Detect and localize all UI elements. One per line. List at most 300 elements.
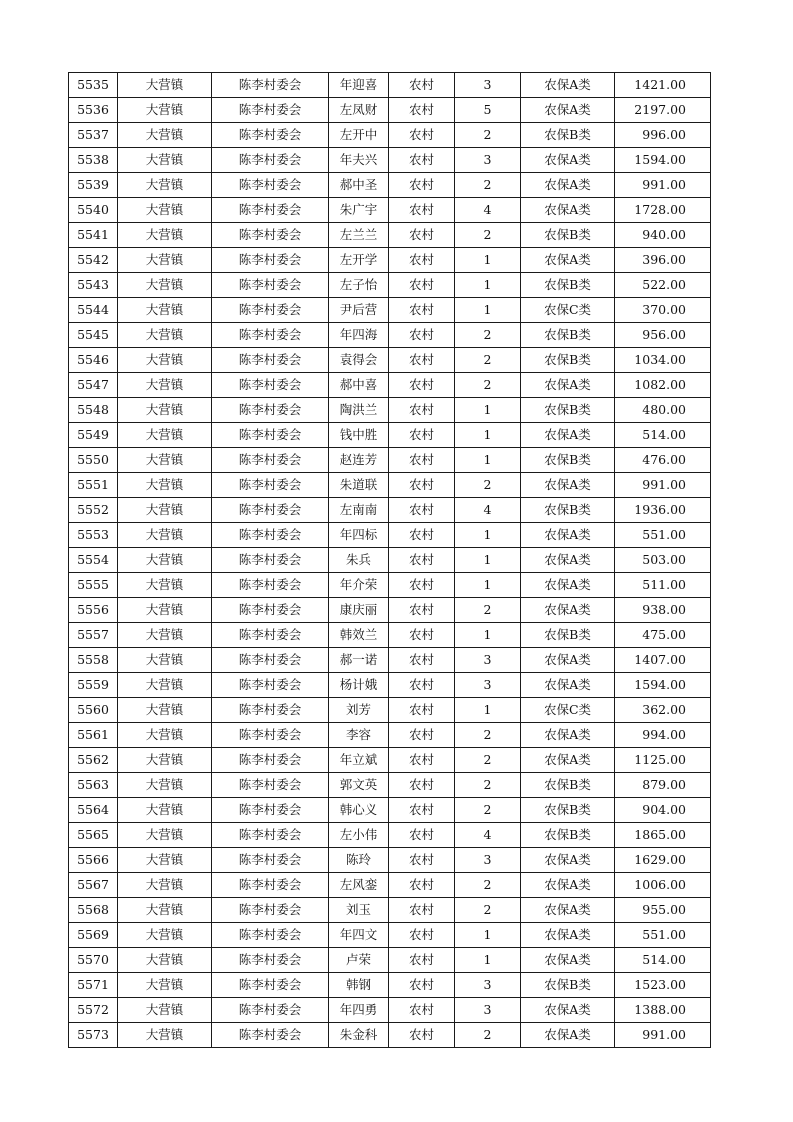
cell-serial-number: 5546 [69,348,118,373]
cell-serial-number: 5560 [69,698,118,723]
cell-insurance-category: 农保B类 [521,823,615,848]
cell-town: 大营镇 [118,723,212,748]
cell-household-count: 2 [455,798,521,823]
cell-insurance-category: 农保A类 [521,173,615,198]
cell-household-count: 3 [455,648,521,673]
cell-household-count: 1 [455,698,521,723]
cell-town: 大营镇 [118,173,212,198]
cell-household-count: 1 [455,948,521,973]
table-row [69,973,711,998]
cell-household-count: 2 [455,223,521,248]
cell-amount: 503.00 [615,548,711,573]
cell-person-name: 康庆丽 [329,598,389,623]
cell-area-type: 农村 [389,648,455,673]
cell-household-count: 1 [455,548,521,573]
cell-amount: 904.00 [615,798,711,823]
cell-town: 大营镇 [118,1023,212,1048]
cell-village-committee: 陈李村委会 [212,123,329,148]
cell-village-committee: 陈李村委会 [212,223,329,248]
cell-insurance-category: 农保A类 [521,898,615,923]
table-row [69,573,711,598]
cell-household-count: 2 [455,1023,521,1048]
cell-village-committee: 陈李村委会 [212,973,329,998]
cell-insurance-category: 农保A类 [521,198,615,223]
cell-insurance-category: 农保B类 [521,623,615,648]
cell-household-count: 4 [455,198,521,223]
cell-person-name: 左凤财 [329,98,389,123]
cell-person-name: 朱兵 [329,548,389,573]
cell-village-committee: 陈李村委会 [212,398,329,423]
cell-serial-number: 5549 [69,423,118,448]
cell-town: 大营镇 [118,373,212,398]
cell-amount: 1865.00 [615,823,711,848]
cell-area-type: 农村 [389,348,455,373]
cell-insurance-category: 农保A类 [521,98,615,123]
cell-person-name: 年夫兴 [329,148,389,173]
table-row [69,1023,711,1048]
cell-serial-number: 5544 [69,298,118,323]
cell-amount: 994.00 [615,723,711,748]
cell-village-committee: 陈李村委会 [212,698,329,723]
cell-serial-number: 5554 [69,548,118,573]
cell-insurance-category: 农保C类 [521,698,615,723]
cell-amount: 1629.00 [615,848,711,873]
cell-household-count: 1 [455,623,521,648]
cell-serial-number: 5547 [69,373,118,398]
cell-insurance-category: 农保A类 [521,423,615,448]
table-row [69,823,711,848]
cell-amount: 1421.00 [615,73,711,98]
cell-serial-number: 5548 [69,398,118,423]
cell-household-count: 2 [455,173,521,198]
table-row [69,373,711,398]
cell-area-type: 农村 [389,673,455,698]
table-row [69,398,711,423]
table-row [69,773,711,798]
records-table [68,72,711,1048]
cell-amount: 996.00 [615,123,711,148]
cell-amount: 938.00 [615,598,711,623]
table-row [69,248,711,273]
cell-area-type: 农村 [389,423,455,448]
table-row [69,273,711,298]
cell-person-name: 卢荣 [329,948,389,973]
table-row [69,548,711,573]
cell-town: 大营镇 [118,848,212,873]
cell-serial-number: 5561 [69,723,118,748]
cell-serial-number: 5566 [69,848,118,873]
cell-person-name: 左子怡 [329,273,389,298]
cell-serial-number: 5551 [69,473,118,498]
cell-serial-number: 5556 [69,598,118,623]
cell-amount: 511.00 [615,573,711,598]
cell-area-type: 农村 [389,273,455,298]
cell-amount: 991.00 [615,473,711,498]
cell-area-type: 农村 [389,248,455,273]
cell-person-name: 左开学 [329,248,389,273]
cell-person-name: 尹后营 [329,298,389,323]
cell-area-type: 农村 [389,823,455,848]
cell-town: 大营镇 [118,273,212,298]
cell-insurance-category: 农保A类 [521,948,615,973]
cell-area-type: 农村 [389,298,455,323]
cell-person-name: 左小伟 [329,823,389,848]
cell-area-type: 农村 [389,223,455,248]
cell-village-committee: 陈李村委会 [212,148,329,173]
cell-insurance-category: 农保A类 [521,723,615,748]
cell-area-type: 农村 [389,448,455,473]
cell-area-type: 农村 [389,523,455,548]
cell-area-type: 农村 [389,198,455,223]
table-row [69,898,711,923]
cell-person-name: 年四标 [329,523,389,548]
cell-town: 大营镇 [118,898,212,923]
cell-amount: 1034.00 [615,348,711,373]
cell-village-committee: 陈李村委会 [212,198,329,223]
cell-amount: 1728.00 [615,198,711,223]
cell-town: 大营镇 [118,448,212,473]
cell-town: 大营镇 [118,523,212,548]
cell-person-name: 左南南 [329,498,389,523]
table-row [69,598,711,623]
cell-amount: 1936.00 [615,498,711,523]
cell-amount: 396.00 [615,248,711,273]
table-row [69,123,711,148]
cell-household-count: 3 [455,73,521,98]
cell-town: 大营镇 [118,873,212,898]
cell-person-name: 钱中胜 [329,423,389,448]
cell-serial-number: 5555 [69,573,118,598]
cell-town: 大营镇 [118,923,212,948]
cell-household-count: 2 [455,873,521,898]
cell-area-type: 农村 [389,873,455,898]
cell-insurance-category: 农保A类 [521,548,615,573]
cell-area-type: 农村 [389,623,455,648]
cell-insurance-category: 农保B类 [521,398,615,423]
cell-town: 大营镇 [118,773,212,798]
cell-household-count: 1 [455,248,521,273]
cell-village-committee: 陈李村委会 [212,648,329,673]
cell-amount: 1407.00 [615,648,711,673]
cell-village-committee: 陈李村委会 [212,73,329,98]
cell-town: 大营镇 [118,998,212,1023]
cell-village-committee: 陈李村委会 [212,348,329,373]
cell-area-type: 农村 [389,848,455,873]
cell-insurance-category: 农保B类 [521,798,615,823]
cell-village-committee: 陈李村委会 [212,598,329,623]
cell-person-name: 刘玉 [329,898,389,923]
cell-area-type: 农村 [389,173,455,198]
cell-amount: 480.00 [615,398,711,423]
cell-village-committee: 陈李村委会 [212,323,329,348]
cell-household-count: 2 [455,373,521,398]
cell-area-type: 农村 [389,573,455,598]
cell-serial-number: 5540 [69,198,118,223]
table-row [69,698,711,723]
cell-insurance-category: 农保A类 [521,673,615,698]
cell-household-count: 1 [455,523,521,548]
cell-village-committee: 陈李村委会 [212,798,329,823]
table-row [69,848,711,873]
cell-serial-number: 5573 [69,1023,118,1048]
cell-household-count: 3 [455,998,521,1023]
cell-insurance-category: 农保A类 [521,523,615,548]
cell-town: 大营镇 [118,598,212,623]
cell-insurance-category: 农保A类 [521,248,615,273]
cell-town: 大营镇 [118,973,212,998]
cell-town: 大营镇 [118,223,212,248]
table-row [69,723,711,748]
cell-insurance-category: 农保B类 [521,498,615,523]
cell-area-type: 农村 [389,923,455,948]
cell-serial-number: 5542 [69,248,118,273]
cell-amount: 1125.00 [615,748,711,773]
cell-insurance-category: 农保A类 [521,748,615,773]
cell-person-name: 朱道联 [329,473,389,498]
cell-person-name: 郭文英 [329,773,389,798]
cell-village-committee: 陈李村委会 [212,898,329,923]
cell-town: 大营镇 [118,823,212,848]
cell-village-committee: 陈李村委会 [212,298,329,323]
cell-village-committee: 陈李村委会 [212,548,329,573]
cell-town: 大营镇 [118,573,212,598]
cell-person-name: 郝一诺 [329,648,389,673]
cell-town: 大营镇 [118,473,212,498]
cell-insurance-category: 农保A类 [521,848,615,873]
table-body [69,73,711,1048]
cell-area-type: 农村 [389,73,455,98]
cell-area-type: 农村 [389,1023,455,1048]
cell-village-committee: 陈李村委会 [212,998,329,1023]
cell-town: 大营镇 [118,298,212,323]
cell-person-name: 杨计娥 [329,673,389,698]
cell-insurance-category: 农保B类 [521,273,615,298]
cell-amount: 991.00 [615,173,711,198]
cell-insurance-category: 农保B类 [521,973,615,998]
cell-town: 大营镇 [118,123,212,148]
cell-serial-number: 5552 [69,498,118,523]
cell-village-committee: 陈李村委会 [212,273,329,298]
cell-village-committee: 陈李村委会 [212,473,329,498]
cell-amount: 522.00 [615,273,711,298]
cell-area-type: 农村 [389,498,455,523]
cell-village-committee: 陈李村委会 [212,848,329,873]
cell-serial-number: 5543 [69,273,118,298]
cell-insurance-category: 农保C类 [521,298,615,323]
cell-village-committee: 陈李村委会 [212,573,329,598]
cell-area-type: 农村 [389,998,455,1023]
cell-insurance-category: 农保A类 [521,648,615,673]
cell-serial-number: 5558 [69,648,118,673]
cell-village-committee: 陈李村委会 [212,723,329,748]
cell-area-type: 农村 [389,473,455,498]
cell-serial-number: 5562 [69,748,118,773]
cell-serial-number: 5539 [69,173,118,198]
table-row [69,798,711,823]
cell-village-committee: 陈李村委会 [212,523,329,548]
cell-insurance-category: 农保B类 [521,348,615,373]
cell-area-type: 农村 [389,548,455,573]
cell-insurance-category: 农保A类 [521,998,615,1023]
cell-insurance-category: 农保A类 [521,373,615,398]
cell-insurance-category: 农保A类 [521,1023,615,1048]
cell-town: 大营镇 [118,548,212,573]
cell-household-count: 2 [455,748,521,773]
table-row [69,523,711,548]
cell-insurance-category: 农保B类 [521,448,615,473]
cell-area-type: 农村 [389,98,455,123]
cell-serial-number: 5559 [69,673,118,698]
cell-area-type: 农村 [389,123,455,148]
cell-area-type: 农村 [389,323,455,348]
cell-household-count: 3 [455,848,521,873]
table-row [69,923,711,948]
cell-serial-number: 5568 [69,898,118,923]
cell-person-name: 郝中喜 [329,373,389,398]
cell-household-count: 3 [455,148,521,173]
cell-amount: 1006.00 [615,873,711,898]
cell-serial-number: 5553 [69,523,118,548]
cell-person-name: 韩心义 [329,798,389,823]
cell-village-committee: 陈李村委会 [212,1023,329,1048]
cell-town: 大营镇 [118,748,212,773]
cell-person-name: 年四海 [329,323,389,348]
cell-village-committee: 陈李村委会 [212,948,329,973]
cell-town: 大营镇 [118,248,212,273]
cell-household-count: 4 [455,823,521,848]
cell-serial-number: 5541 [69,223,118,248]
cell-village-committee: 陈李村委会 [212,173,329,198]
cell-town: 大营镇 [118,73,212,98]
cell-person-name: 韩效兰 [329,623,389,648]
cell-person-name: 刘芳 [329,698,389,723]
cell-amount: 1594.00 [615,148,711,173]
table-row [69,948,711,973]
table-row [69,348,711,373]
table-row [69,648,711,673]
cell-person-name: 陈玲 [329,848,389,873]
cell-village-committee: 陈李村委会 [212,248,329,273]
cell-person-name: 年四文 [329,923,389,948]
cell-town: 大营镇 [118,948,212,973]
cell-amount: 955.00 [615,898,711,923]
cell-village-committee: 陈李村委会 [212,748,329,773]
cell-serial-number: 5550 [69,448,118,473]
cell-serial-number: 5570 [69,948,118,973]
cell-area-type: 农村 [389,398,455,423]
cell-town: 大营镇 [118,198,212,223]
cell-serial-number: 5563 [69,773,118,798]
table-row [69,673,711,698]
cell-town: 大营镇 [118,623,212,648]
cell-area-type: 农村 [389,898,455,923]
table-row [69,98,711,123]
cell-household-count: 2 [455,323,521,348]
cell-village-committee: 陈李村委会 [212,623,329,648]
table-row [69,873,711,898]
cell-serial-number: 5536 [69,98,118,123]
cell-serial-number: 5535 [69,73,118,98]
cell-insurance-category: 农保A类 [521,148,615,173]
cell-area-type: 农村 [389,698,455,723]
cell-amount: 940.00 [615,223,711,248]
cell-serial-number: 5565 [69,823,118,848]
cell-village-committee: 陈李村委会 [212,773,329,798]
cell-insurance-category: 农保A类 [521,73,615,98]
cell-serial-number: 5538 [69,148,118,173]
cell-town: 大营镇 [118,698,212,723]
cell-amount: 476.00 [615,448,711,473]
cell-person-name: 陶洪兰 [329,398,389,423]
cell-household-count: 2 [455,348,521,373]
cell-area-type: 农村 [389,723,455,748]
cell-amount: 362.00 [615,698,711,723]
table-row [69,223,711,248]
cell-amount: 551.00 [615,523,711,548]
cell-household-count: 1 [455,423,521,448]
cell-person-name: 年四勇 [329,998,389,1023]
cell-insurance-category: 农保A类 [521,573,615,598]
cell-insurance-category: 农保B类 [521,323,615,348]
cell-household-count: 2 [455,898,521,923]
table-row [69,498,711,523]
cell-town: 大营镇 [118,148,212,173]
table-row [69,173,711,198]
cell-insurance-category: 农保A类 [521,473,615,498]
cell-household-count: 2 [455,123,521,148]
cell-amount: 551.00 [615,923,711,948]
cell-amount: 370.00 [615,298,711,323]
cell-town: 大营镇 [118,498,212,523]
table-row [69,73,711,98]
cell-person-name: 郝中圣 [329,173,389,198]
cell-household-count: 2 [455,598,521,623]
cell-area-type: 农村 [389,773,455,798]
cell-amount: 2197.00 [615,98,711,123]
cell-town: 大营镇 [118,423,212,448]
cell-village-committee: 陈李村委会 [212,373,329,398]
cell-area-type: 农村 [389,748,455,773]
cell-amount: 514.00 [615,423,711,448]
cell-household-count: 1 [455,298,521,323]
cell-amount: 514.00 [615,948,711,973]
cell-serial-number: 5557 [69,623,118,648]
cell-household-count: 2 [455,473,521,498]
cell-serial-number: 5545 [69,323,118,348]
cell-insurance-category: 农保A类 [521,923,615,948]
cell-household-count: 1 [455,398,521,423]
cell-household-count: 5 [455,98,521,123]
table-row [69,748,711,773]
cell-serial-number: 5537 [69,123,118,148]
cell-amount: 956.00 [615,323,711,348]
cell-household-count: 3 [455,673,521,698]
table-row [69,998,711,1023]
cell-insurance-category: 农保B类 [521,773,615,798]
cell-household-count: 3 [455,973,521,998]
cell-amount: 1388.00 [615,998,711,1023]
cell-household-count: 1 [455,448,521,473]
cell-amount: 1594.00 [615,673,711,698]
cell-area-type: 农村 [389,798,455,823]
cell-town: 大营镇 [118,98,212,123]
cell-village-committee: 陈李村委会 [212,873,329,898]
cell-household-count: 1 [455,273,521,298]
cell-area-type: 农村 [389,973,455,998]
cell-village-committee: 陈李村委会 [212,448,329,473]
cell-serial-number: 5569 [69,923,118,948]
cell-household-count: 1 [455,923,521,948]
